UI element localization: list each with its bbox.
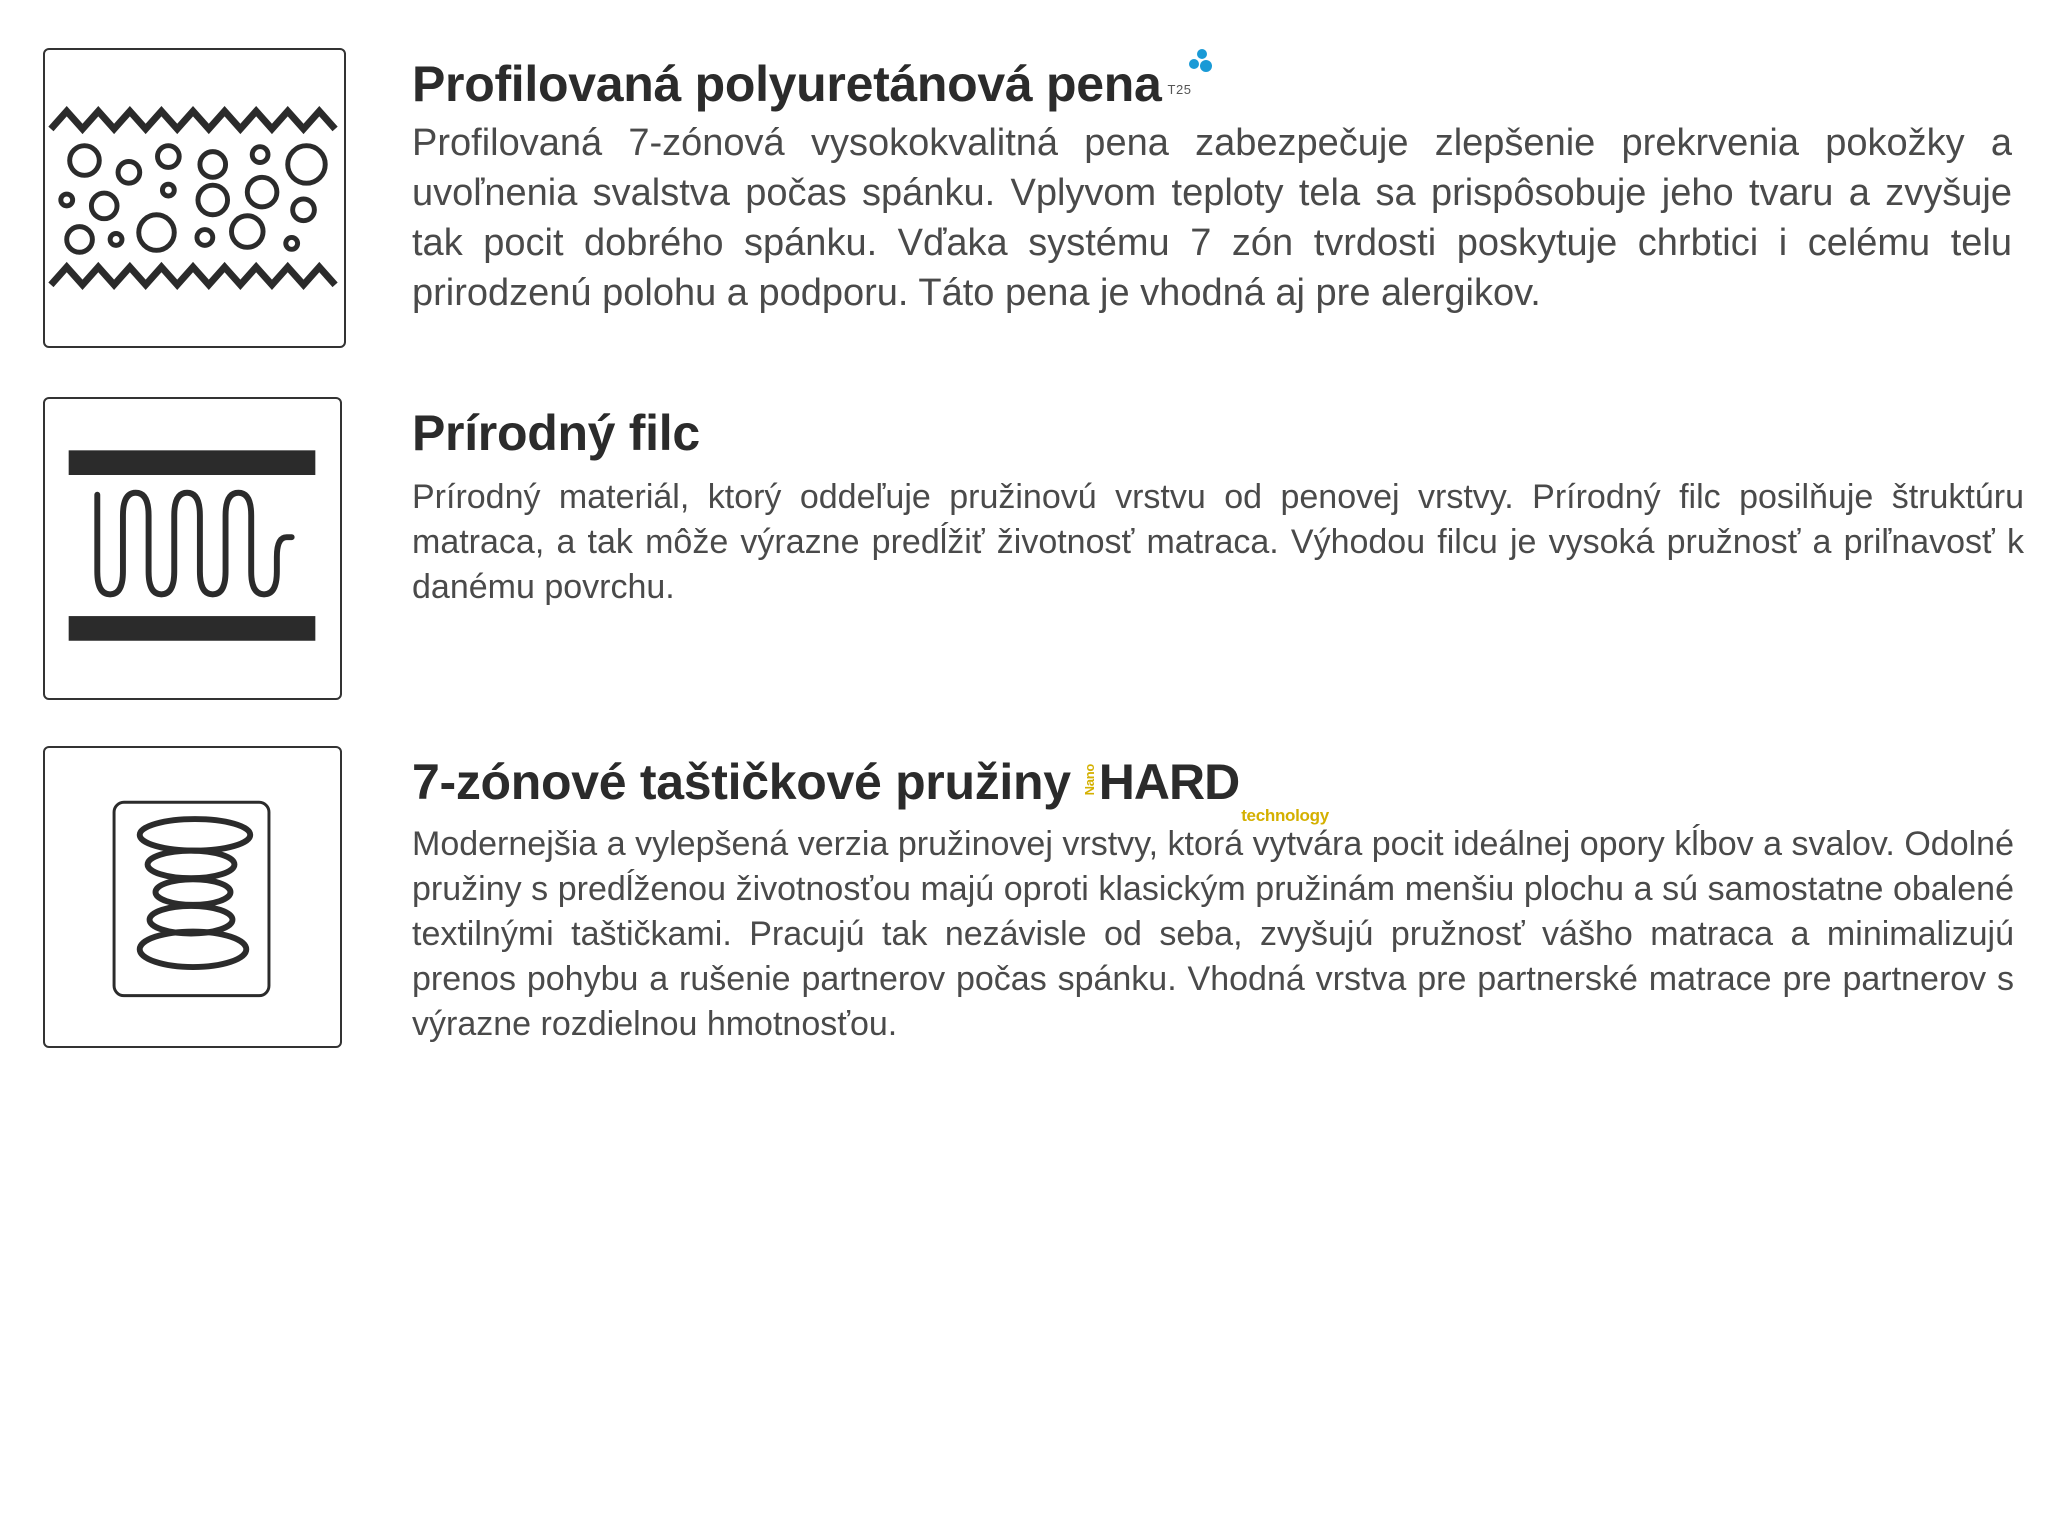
feature-springs-title-text: 7-zónové taštičkové pružiny xyxy=(412,754,1071,810)
pocket-spring-icon xyxy=(43,746,342,1048)
feature-felt xyxy=(0,397,2048,700)
feature-felt-title: Prírodný filc xyxy=(412,405,700,461)
feature-felt-description: Prírodný materiál, ktorý oddeľuje pružinovú vrstvu od penovej vrstvy. Prírodný filc posilňuje štruktúru matraca, a tak môže výrazne predĺžiť životnosť matraca. Výhodou filcu je vysoká pružnosť a priľnavosť k danému povrchu. xyxy=(412,478,2024,606)
nano-label: Nano xyxy=(1081,764,1097,796)
feature-springs-title xyxy=(412,752,2022,825)
nano-hard-logo xyxy=(1081,752,1329,825)
feature-foam-title-text: Profilovaná polyuretánová pena xyxy=(412,56,1162,112)
feature-foam-text xyxy=(412,54,2022,318)
feature-springs xyxy=(0,746,2048,1048)
feature-felt-text xyxy=(412,403,2022,610)
felt-layer-icon xyxy=(43,397,342,700)
hard-label: HARD xyxy=(1098,754,1240,810)
foam-bubbles-icon xyxy=(43,48,346,348)
pocket-spring-graphic xyxy=(45,748,340,1046)
felt-layer-graphic xyxy=(45,399,340,698)
feature-foam-description: Profilovaná 7-zónová vysokokvalitná pena zabezpečuje zlepšenie prekrvenia pokožky a uvoľnenia svalstva počas spánku. Vplyvom teploty tela sa prispôsobuje jeho tvaru a zvyšuje tak pocit dobrého spánku. Vďaka systému 7 zón tvrdosti poskytuje chrbtici i celému telu prirodzenú polohu a podporu. Táto pena je vhodná aj pre alergikov. xyxy=(412,122,2012,314)
t25-badge xyxy=(1168,54,1220,114)
technology-label: technology xyxy=(1241,806,1329,825)
foam-bubbles-graphic xyxy=(45,50,344,346)
feature-foam-title xyxy=(412,54,2022,114)
feature-foam xyxy=(0,48,2048,348)
feature-springs-text xyxy=(412,752,2022,1047)
feature-springs-description: Modernejšia a vylepšená verzia pružinovej vrstvy, ktorá vytvára pocit ideálnej opory kĺbov a svalov. Odolné pružiny s predĺženou životnosťou majú oproti klasickým pružinám menšiu plochu a sú samostatne obalené textilnými taštičkami. Pracujú tak nezávisle od seba, zvyšujú pružnosť vášho matraca a minimalizujú prenos pohybu a rušenie partnerov počas spánku. Vhodná vrstva pre partnerské matrace pre partnerov s výrazne rozdielnou hmotnosťou. xyxy=(412,825,2014,1043)
t25-label: T25 xyxy=(1167,82,1192,97)
